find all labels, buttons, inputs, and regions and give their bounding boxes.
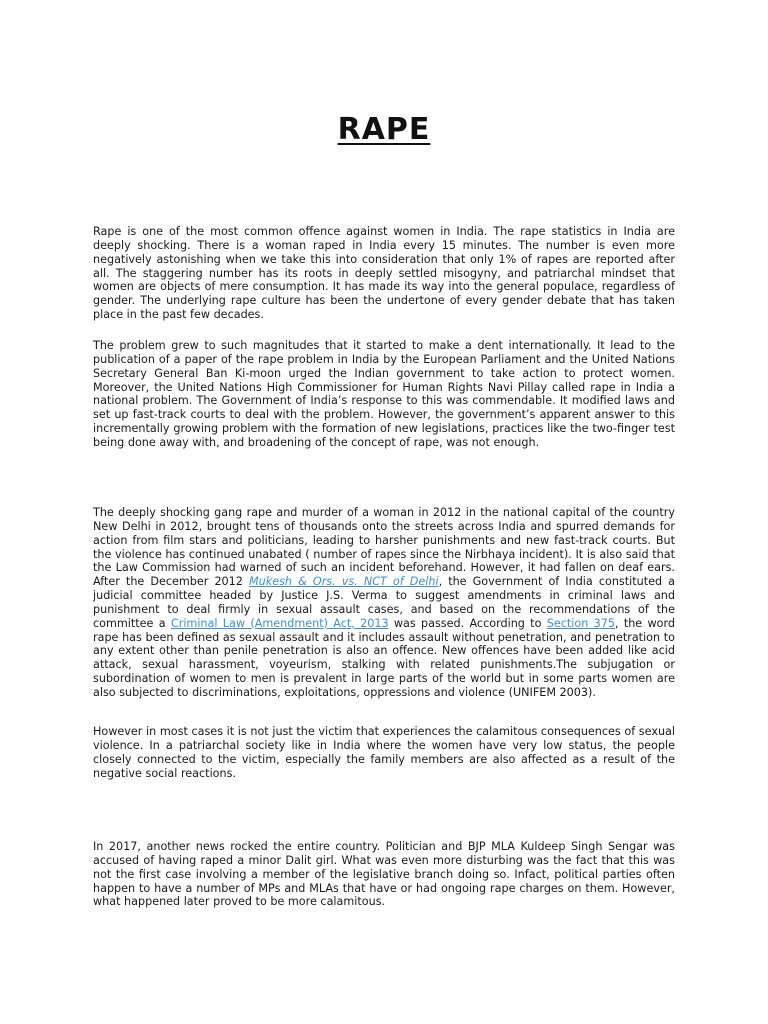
link-section-375[interactable]: Section 375 (546, 616, 615, 630)
paragraph-2017-case: In 2017, another news rocked the entire country. Politician and BJP MLA Kuldeep Singh Sengar was accused of having raped a minor Dalit girl. What was even more disturbing was the fact that this was not the first case involving a member of the legislative branch doing so. Infact, political parties often happen to have a number of MPs and MLAs that have or had ongoing rape charges on them. However, what happened later proved to be more calamitous. (93, 840, 675, 909)
paragraph-text-segment: The deeply shocking gang rape and murder of a woman in 2012 in the national capital of the country New Delhi in 2012, brought tens of thousands onto the streets across India and spurred demands for action from film stars and politicians, leading to harsher punishments and new fast-track courts. But the violence has continued unabated ( number of rapes since the Nirbhaya incident). It is also said that the Law Commission had warned of such an incident beforehand. However, it had fallen on deaf ears. After the December 2012 (93, 506, 675, 589)
link-criminal-law-amendment-act[interactable]: Criminal Law (Amendment) Act, 2013 (170, 616, 389, 630)
document-title: RAPE (337, 112, 431, 148)
link-mukesh-vs-nct-delhi[interactable]: Mukesh & Ors. vs. NCT of Delhi (249, 575, 439, 589)
paragraph-text-segment: , the word rape has been defined as sexual assault and it includes assault without penetration, and penetration to any extent other than penile penetration is also an offence. New offences have been added like acid attack, sexual harassment, voyeurism, stalking with related punishments.The subjugation or subordination of women to men is prevalent in large parts of the world but in some parts women are also subjected to discriminations, exploitations, oppressions and violence (UNIFEM 2003). (93, 616, 675, 699)
paragraph-text-segment: was passed. According to (388, 616, 547, 630)
paragraph-2012-case (93, 506, 675, 700)
paragraph-intro: Rape is one of the most common offence against women in India. The rape statistics in India are deeply shocking. There is a woman raped in India every 15 minutes. The number is even more negatively astonishing when we take this into consideration that only 1% of rapes are reported after all. The staggering number has its roots in deeply settled misogyny, and patriarchal mindset that women are objects of mere consumption. It has made its way into the general populace, regardless of gender. The underlying rape culture has been the undertone of every gender debate that has taken place in the past few decades. (93, 225, 675, 322)
paragraph-international-response: The problem grew to such magnitudes that it started to make a dent internationally. It lead to the publication of a paper of the rape problem in India by the European Parliament and the United Nations Secretary General Ban Ki-moon urged the Indian government to take action to protect women. Moreover, the United Nations High Commissioner for Human Rights Navi Pillay called rape in India a national problem. The Government of India’s response to this was commendable. It modified laws and set up fast-track courts to deal with the problem. However, the government’s apparent answer to this incrementally growing problem with the formation of new legislations, practices like the two-finger test being done away with, and broadening of the concept of rape, was not enough. (93, 339, 675, 449)
paragraph-social-consequences: However in most cases it is not just the victim that experiences the calamitous consequences of sexual violence. In a patriarchal society like in India where the women have very low status, the people closely connected to the victim, especially the family members are also affected as a result of the negative social reactions. (93, 725, 675, 780)
paragraph-text-segment: , the Government of India constituted a judicial committee headed by Justice J.S. Verma to suggest amendments in criminal laws and punishment to deal firmly in sexual assault cases, and based on the recommendations of the committee a (93, 575, 676, 630)
